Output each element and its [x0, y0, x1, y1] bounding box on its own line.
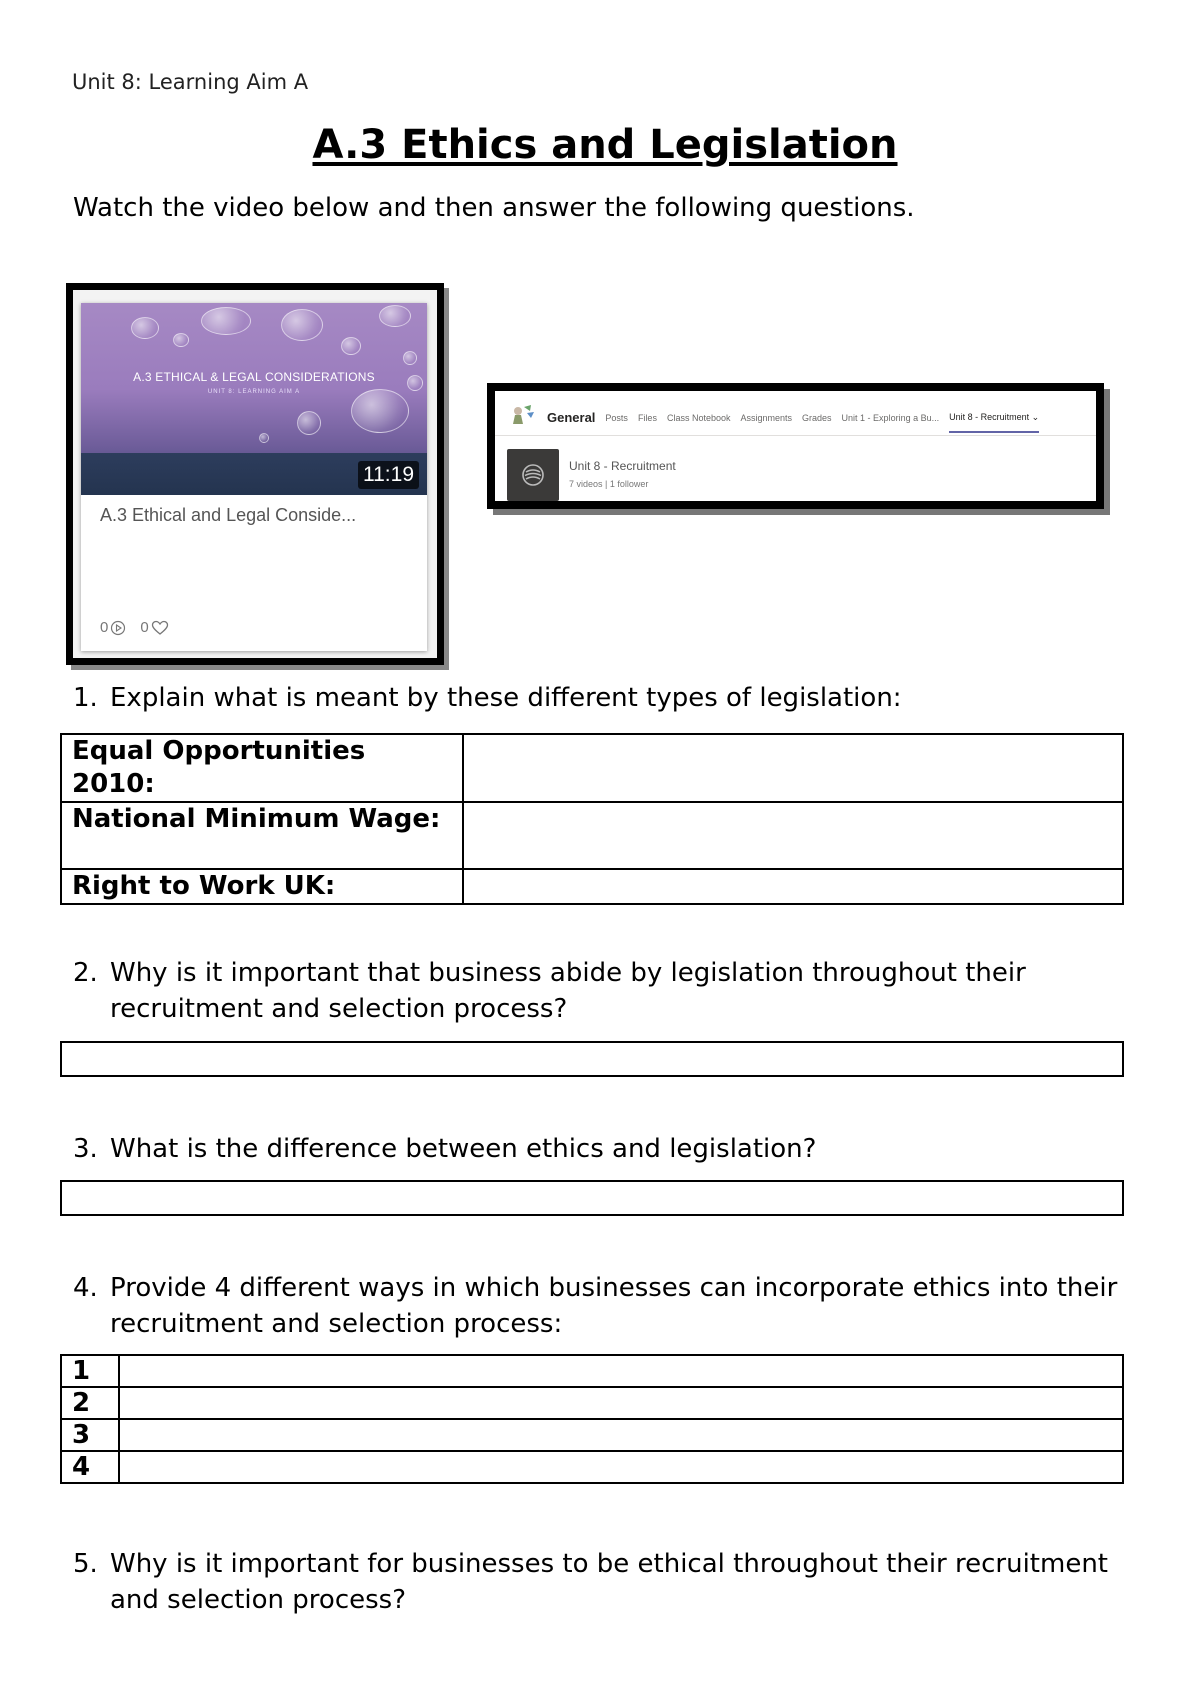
water-drop-decoration — [281, 309, 323, 341]
tab-grades[interactable]: Grades — [802, 413, 832, 423]
question-1 — [73, 680, 1133, 716]
water-drop-decoration — [201, 307, 251, 335]
answer-cell[interactable] — [119, 1355, 1123, 1387]
question-number: 3. — [73, 1134, 98, 1164]
water-drop-decoration — [259, 433, 269, 443]
tab-assignments[interactable]: Assignments — [740, 413, 793, 423]
question-number: 4. — [73, 1273, 98, 1303]
row-number: 1 — [61, 1355, 119, 1387]
water-drop-decoration — [297, 411, 321, 435]
instructions-text: Watch the video below and then answer the following questions. — [73, 193, 915, 223]
video-thumbnail[interactable] — [81, 303, 427, 495]
answer-box[interactable] — [60, 1041, 1124, 1077]
views-stat — [100, 619, 126, 636]
question-number: 5. — [73, 1549, 98, 1579]
video-stats — [100, 619, 169, 636]
legislation-table — [60, 733, 1124, 905]
video-card-frame — [66, 283, 444, 665]
stream-channel-icon — [521, 463, 545, 487]
water-drop-decoration — [341, 337, 361, 355]
unit-header: Unit 8: Learning Aim A — [72, 70, 309, 94]
page-title: A.3 Ethics and Legislation — [312, 122, 898, 168]
thumbnail-title: A.3 ETHICAL & LEGAL CONSIDERATIONS — [133, 370, 375, 384]
water-drop-decoration — [403, 351, 417, 365]
channel-avatar[interactable] — [507, 449, 559, 501]
question-text: Provide 4 different ways in which businesses can incorporate ethics into their recruitment and selection process: — [110, 1273, 1118, 1339]
legislation-label: National Minimum Wage: — [61, 802, 463, 869]
tab-files[interactable]: Files — [637, 413, 657, 423]
row-number: 4 — [61, 1451, 119, 1483]
team-logo-icon — [509, 403, 535, 425]
answer-cell[interactable] — [463, 802, 1123, 869]
video-title-link[interactable]: A.3 Ethical and Legal Conside... — [100, 505, 357, 525]
table-row — [61, 802, 1123, 869]
question-number: 2. — [73, 958, 98, 988]
water-drop-decoration — [173, 333, 189, 347]
tab-unit-8-recruitment[interactable]: Unit 8 - Recruitment ⌄ — [949, 412, 1039, 433]
water-drop-decoration — [379, 305, 411, 327]
heart-icon — [151, 620, 169, 636]
table-row — [61, 869, 1123, 904]
tab-unit-1[interactable]: Unit 1 - Exploring a Bu... — [841, 413, 940, 423]
teams-tab-bar — [509, 403, 1039, 425]
table-row — [61, 1355, 1123, 1387]
play-circle-icon — [110, 620, 126, 636]
water-drop-decoration — [131, 317, 159, 339]
question-text: Explain what is meant by these different types of legislation: — [110, 683, 902, 713]
question-text: Why is it important for businesses to be ethical throughout their recruitment and selection process? — [110, 1549, 1108, 1615]
question-2 — [73, 955, 1133, 1027]
teams-screenshot-frame — [487, 383, 1104, 509]
tab-class-notebook[interactable]: Class Notebook — [666, 413, 731, 423]
legislation-label: Right to Work UK: — [61, 869, 463, 904]
table-row — [61, 1419, 1123, 1451]
answer-cell[interactable] — [463, 734, 1123, 802]
tab-posts[interactable]: Posts — [605, 413, 628, 423]
answer-cell[interactable] — [119, 1387, 1123, 1419]
water-drop-decoration — [351, 389, 409, 433]
video-card[interactable] — [81, 303, 427, 651]
channel-name: General — [547, 410, 596, 425]
answer-cell[interactable] — [463, 869, 1123, 904]
ways-table — [60, 1354, 1124, 1484]
table-row — [61, 1387, 1123, 1419]
likes-stat[interactable] — [140, 619, 168, 636]
video-duration-badge: 11:19 — [358, 461, 419, 489]
row-number: 2 — [61, 1387, 119, 1419]
question-text: What is the difference between ethics and legislation? — [110, 1134, 817, 1164]
legislation-label: Equal Opportunities 2010: — [61, 734, 463, 802]
answer-box[interactable] — [60, 1180, 1124, 1216]
answer-cell[interactable] — [119, 1419, 1123, 1451]
tab-divider — [495, 435, 1096, 436]
question-4 — [73, 1270, 1133, 1342]
question-text: Why is it important that business abide by legislation throughout their recruitment and selection process? — [110, 958, 1026, 1024]
question-5 — [73, 1546, 1133, 1618]
channel-item-name[interactable]: Unit 8 - Recruitment — [569, 459, 676, 473]
row-number: 3 — [61, 1419, 119, 1451]
answer-cell[interactable] — [119, 1451, 1123, 1483]
views-count: 0 — [100, 619, 109, 636]
likes-count: 0 — [140, 619, 149, 636]
table-row — [61, 1451, 1123, 1483]
channel-item-meta: 7 videos | 1 follower — [569, 479, 649, 489]
question-3 — [73, 1131, 1133, 1167]
table-row — [61, 734, 1123, 802]
question-number: 1. — [73, 683, 98, 713]
thumbnail-subtitle: UNIT 8: LEARNING AIM A — [207, 389, 301, 395]
